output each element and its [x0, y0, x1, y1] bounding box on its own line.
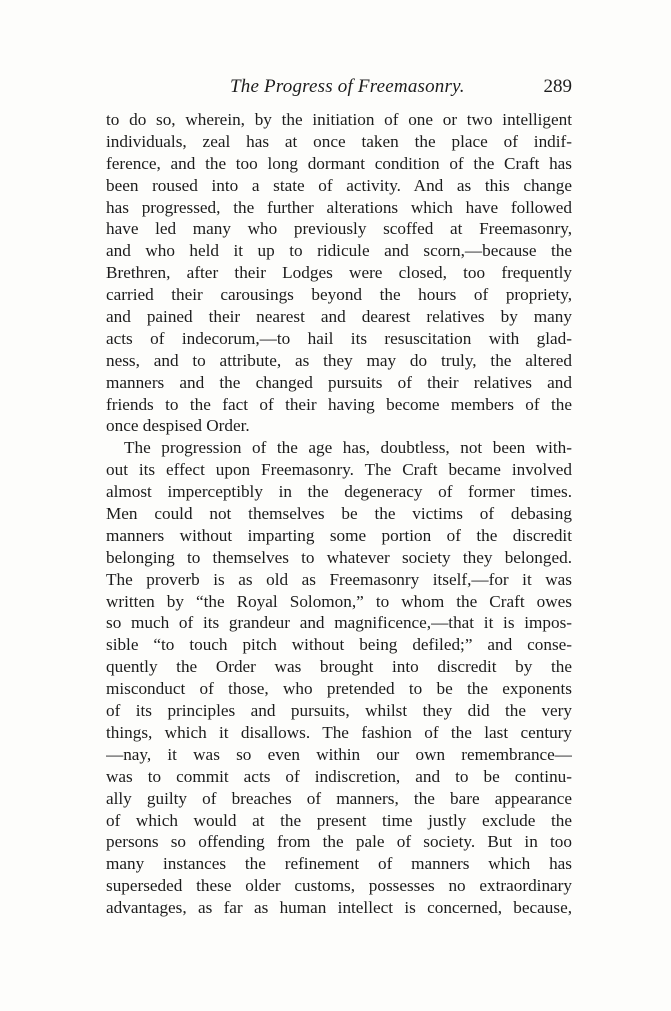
- text-line: and who held it up to ridicule and scorn,—because the: [106, 241, 572, 261]
- text-line: almost imperceptibly in the degeneracy of former times.: [106, 482, 572, 502]
- text-line: of which would at the present time justly exclude the: [106, 810, 572, 830]
- text-line: many instances the refinement of manners which has: [106, 854, 572, 874]
- text-line: ness, and to attribute, as they may do truly, the altered: [106, 350, 572, 370]
- text-line: has progressed, the further alterations which have followed: [106, 197, 572, 217]
- text-line: sible “to touch pitch without being defiled;” and conse-: [106, 635, 572, 655]
- text-line: superseded these older customs, possesses no extraordinary: [106, 876, 572, 896]
- text-line: The progression of the age has, doubtless, not been with-: [124, 438, 572, 458]
- text-line: of its principles and pursuits, whilst they did the very: [106, 701, 572, 721]
- text-line: written by “the Royal Solomon,” to whom the Craft owes: [106, 591, 572, 611]
- text-line: misconduct of those, who pretended to be the exponents: [106, 679, 572, 699]
- text-line: so much of its grandeur and magnificence,—that it is impos-: [106, 613, 572, 633]
- page-number: 289: [543, 76, 572, 97]
- text-line: —nay, it was so even within our own remembrance—: [106, 744, 572, 764]
- text-line: Men could not themselves be the victims of debasing: [106, 504, 572, 524]
- text-line: acts of indecorum,—to hail its resuscitation with glad-: [106, 328, 572, 348]
- text-line: ally guilty of breaches of manners, the bare appearance: [106, 788, 572, 808]
- text-line: to do so, wherein, by the initiation of one or two intelligent: [106, 110, 572, 129]
- text-line: Brethren, after their Lodges were closed, too frequently: [106, 263, 572, 283]
- text-line: manners and the changed pursuits of their relatives and: [106, 372, 572, 392]
- page-header: [106, 76, 572, 102]
- text-line: friends to the fact of their having become members of the: [106, 394, 572, 414]
- text-line: ference, and the too long dormant condition of the Craft has: [106, 153, 572, 173]
- text-line: out its effect upon Freemasonry. The Craft became involved: [106, 460, 572, 480]
- text-line: and pained their nearest and dearest relatives by many: [106, 307, 572, 327]
- text-line: have led many who previously scoffed at Freemasonry,: [106, 219, 572, 239]
- text-line: persons so offending from the pale of society. But in too: [106, 832, 572, 852]
- text-line: The proverb is as old as Freemasonry itself,—for it was: [106, 569, 572, 589]
- text-line: things, which it disallows. The fashion of the last century: [106, 722, 572, 742]
- text-line: individuals, zeal has at once taken the place of indif-: [106, 131, 572, 151]
- text-line: been roused into a state of activity. And as this change: [106, 175, 572, 195]
- text-line: belonging to themselves to whatever society they belonged.: [106, 547, 572, 567]
- text-line: quently the Order was brought into discredit by the: [106, 657, 572, 677]
- text-line: carried their carousings beyond the hours of propriety,: [106, 285, 572, 305]
- text-line: was to commit acts of indiscretion, and to be continu-: [106, 766, 572, 786]
- body-text: [106, 109, 572, 919]
- text-line: advantages, as far as human intellect is concerned, because,: [106, 898, 572, 918]
- running-title: The Progress of Freemasonry.: [230, 76, 465, 97]
- text-line: once despised Order.: [106, 416, 250, 436]
- text-line: manners without imparting some portion of the discredit: [106, 525, 572, 545]
